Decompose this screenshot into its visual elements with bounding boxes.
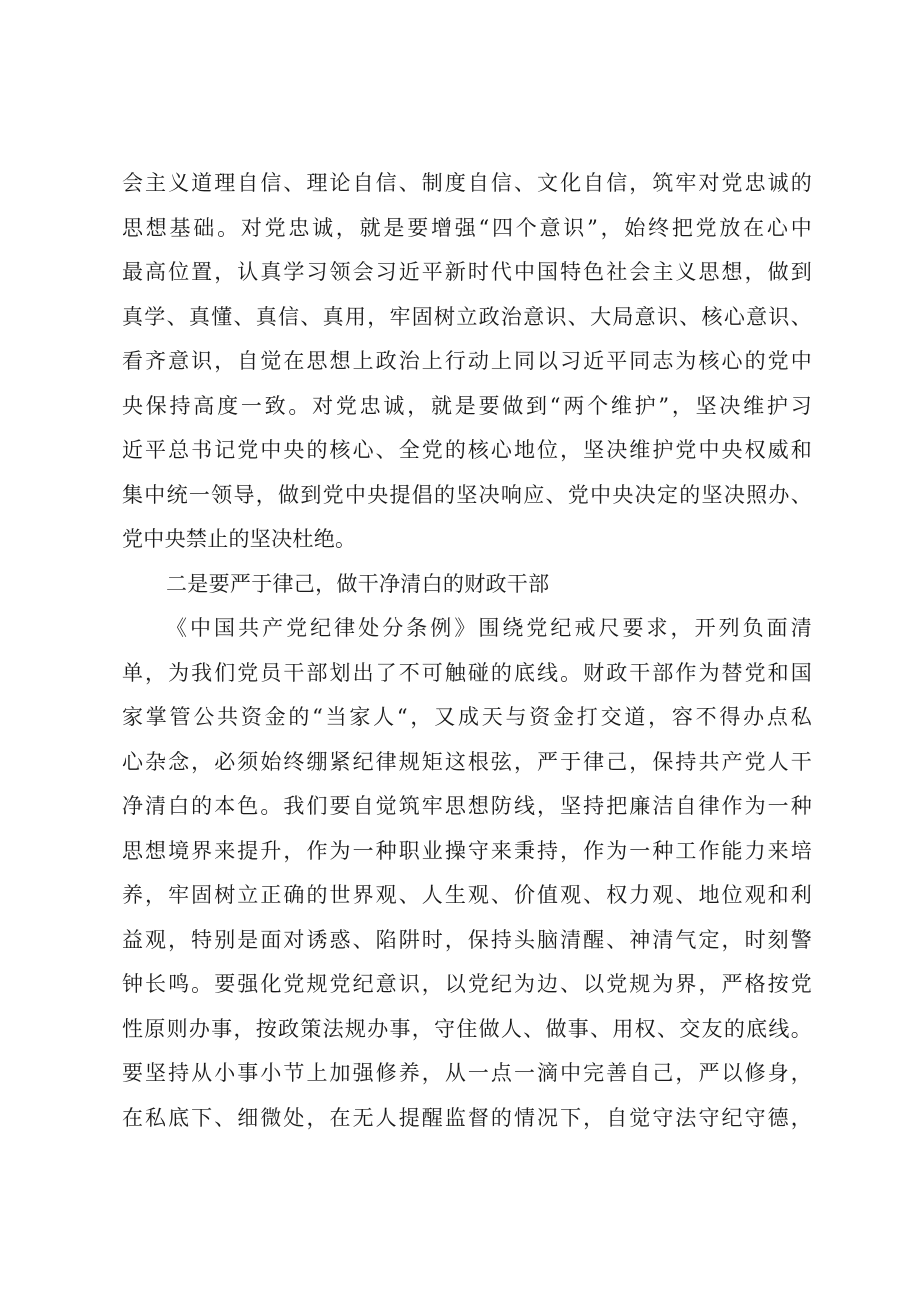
text-line: 养，牢固树立正确的世界观、人生观、价值观、权力观、地位观和利 xyxy=(122,883,812,907)
text-line: 央保持高度一致。对党忠诚，就是要做到“两个维护”，坚决维护习 xyxy=(122,393,812,418)
text-line: 集中统一领导，做到党中央提倡的坚决响应、党中央决定的坚决照办、 xyxy=(122,482,812,507)
text-line: 要坚持从小事小节上加强修养，从一点一滴中完善自己，严以修身， xyxy=(122,1061,812,1085)
text-line: 近平总书记党中央的核心、全党的核心地位，坚决维护党中央权威和 xyxy=(122,438,812,462)
document-body xyxy=(122,161,812,1140)
text-line: 性原则办事，按政策法规办事，守住做人、做事、用权、交友的底线。 xyxy=(122,1016,812,1041)
text-line: 党中央禁止的坚决杜绝。 xyxy=(122,527,357,551)
text-line: 真学、真懂、真信、真用，牢固树立政治意识、大局意识、核心意识、 xyxy=(122,304,812,329)
text-line: 钟长鸣。要强化党规党纪意识，以党纪为边、以党规为界，严格按党 xyxy=(122,972,812,996)
text-line: 会主义道理自信、理论自信、制度自信、文化自信，筑牢对党忠诚的 xyxy=(122,171,812,195)
text-line: 在私底下、细微处，在无人提醒监督的情况下，自觉守法守纪守德， xyxy=(122,1105,812,1130)
text-line: 最高位置，认真学习领会习近平新时代中国特色社会主义思想，做到 xyxy=(122,260,812,284)
text-line: 益观，特别是面对诱惑、陷阱时，保持头脑清醒、神清气定，时刻警 xyxy=(122,927,812,952)
text-line: 家掌管公共资金的“当家人“，又成天与资金打交道，容不得办点私 xyxy=(122,705,812,729)
text-line: 思想基础。对党忠诚，就是要增强“四个意识”，始终把党放在心中 xyxy=(122,215,812,240)
text-line: 《中国共产党纪律处分条例》围绕党纪戒尺要求，开列负面清 xyxy=(166,616,812,640)
text-line: 净清白的本色。我们要自觉筑牢思想防线，坚持把廉洁自律作为一种 xyxy=(122,794,812,818)
section-heading: 二是要严于律己，做干净清白的财政干部 xyxy=(166,571,550,596)
text-line: 单，为我们党员干部划出了不可触碰的底线。财政干部作为替党和国 xyxy=(122,660,812,685)
text-line: 心杂念，必须始终绷紧纪律规矩这根弦，严于律己，保持共产党人干 xyxy=(122,749,812,774)
text-line: 思想境界来提升，作为一种职业操守来秉持，作为一种工作能力来培 xyxy=(122,838,812,863)
text-line: 看齐意识，自觉在思想上政治上行动上同以习近平同志为核心的党中 xyxy=(122,349,812,373)
